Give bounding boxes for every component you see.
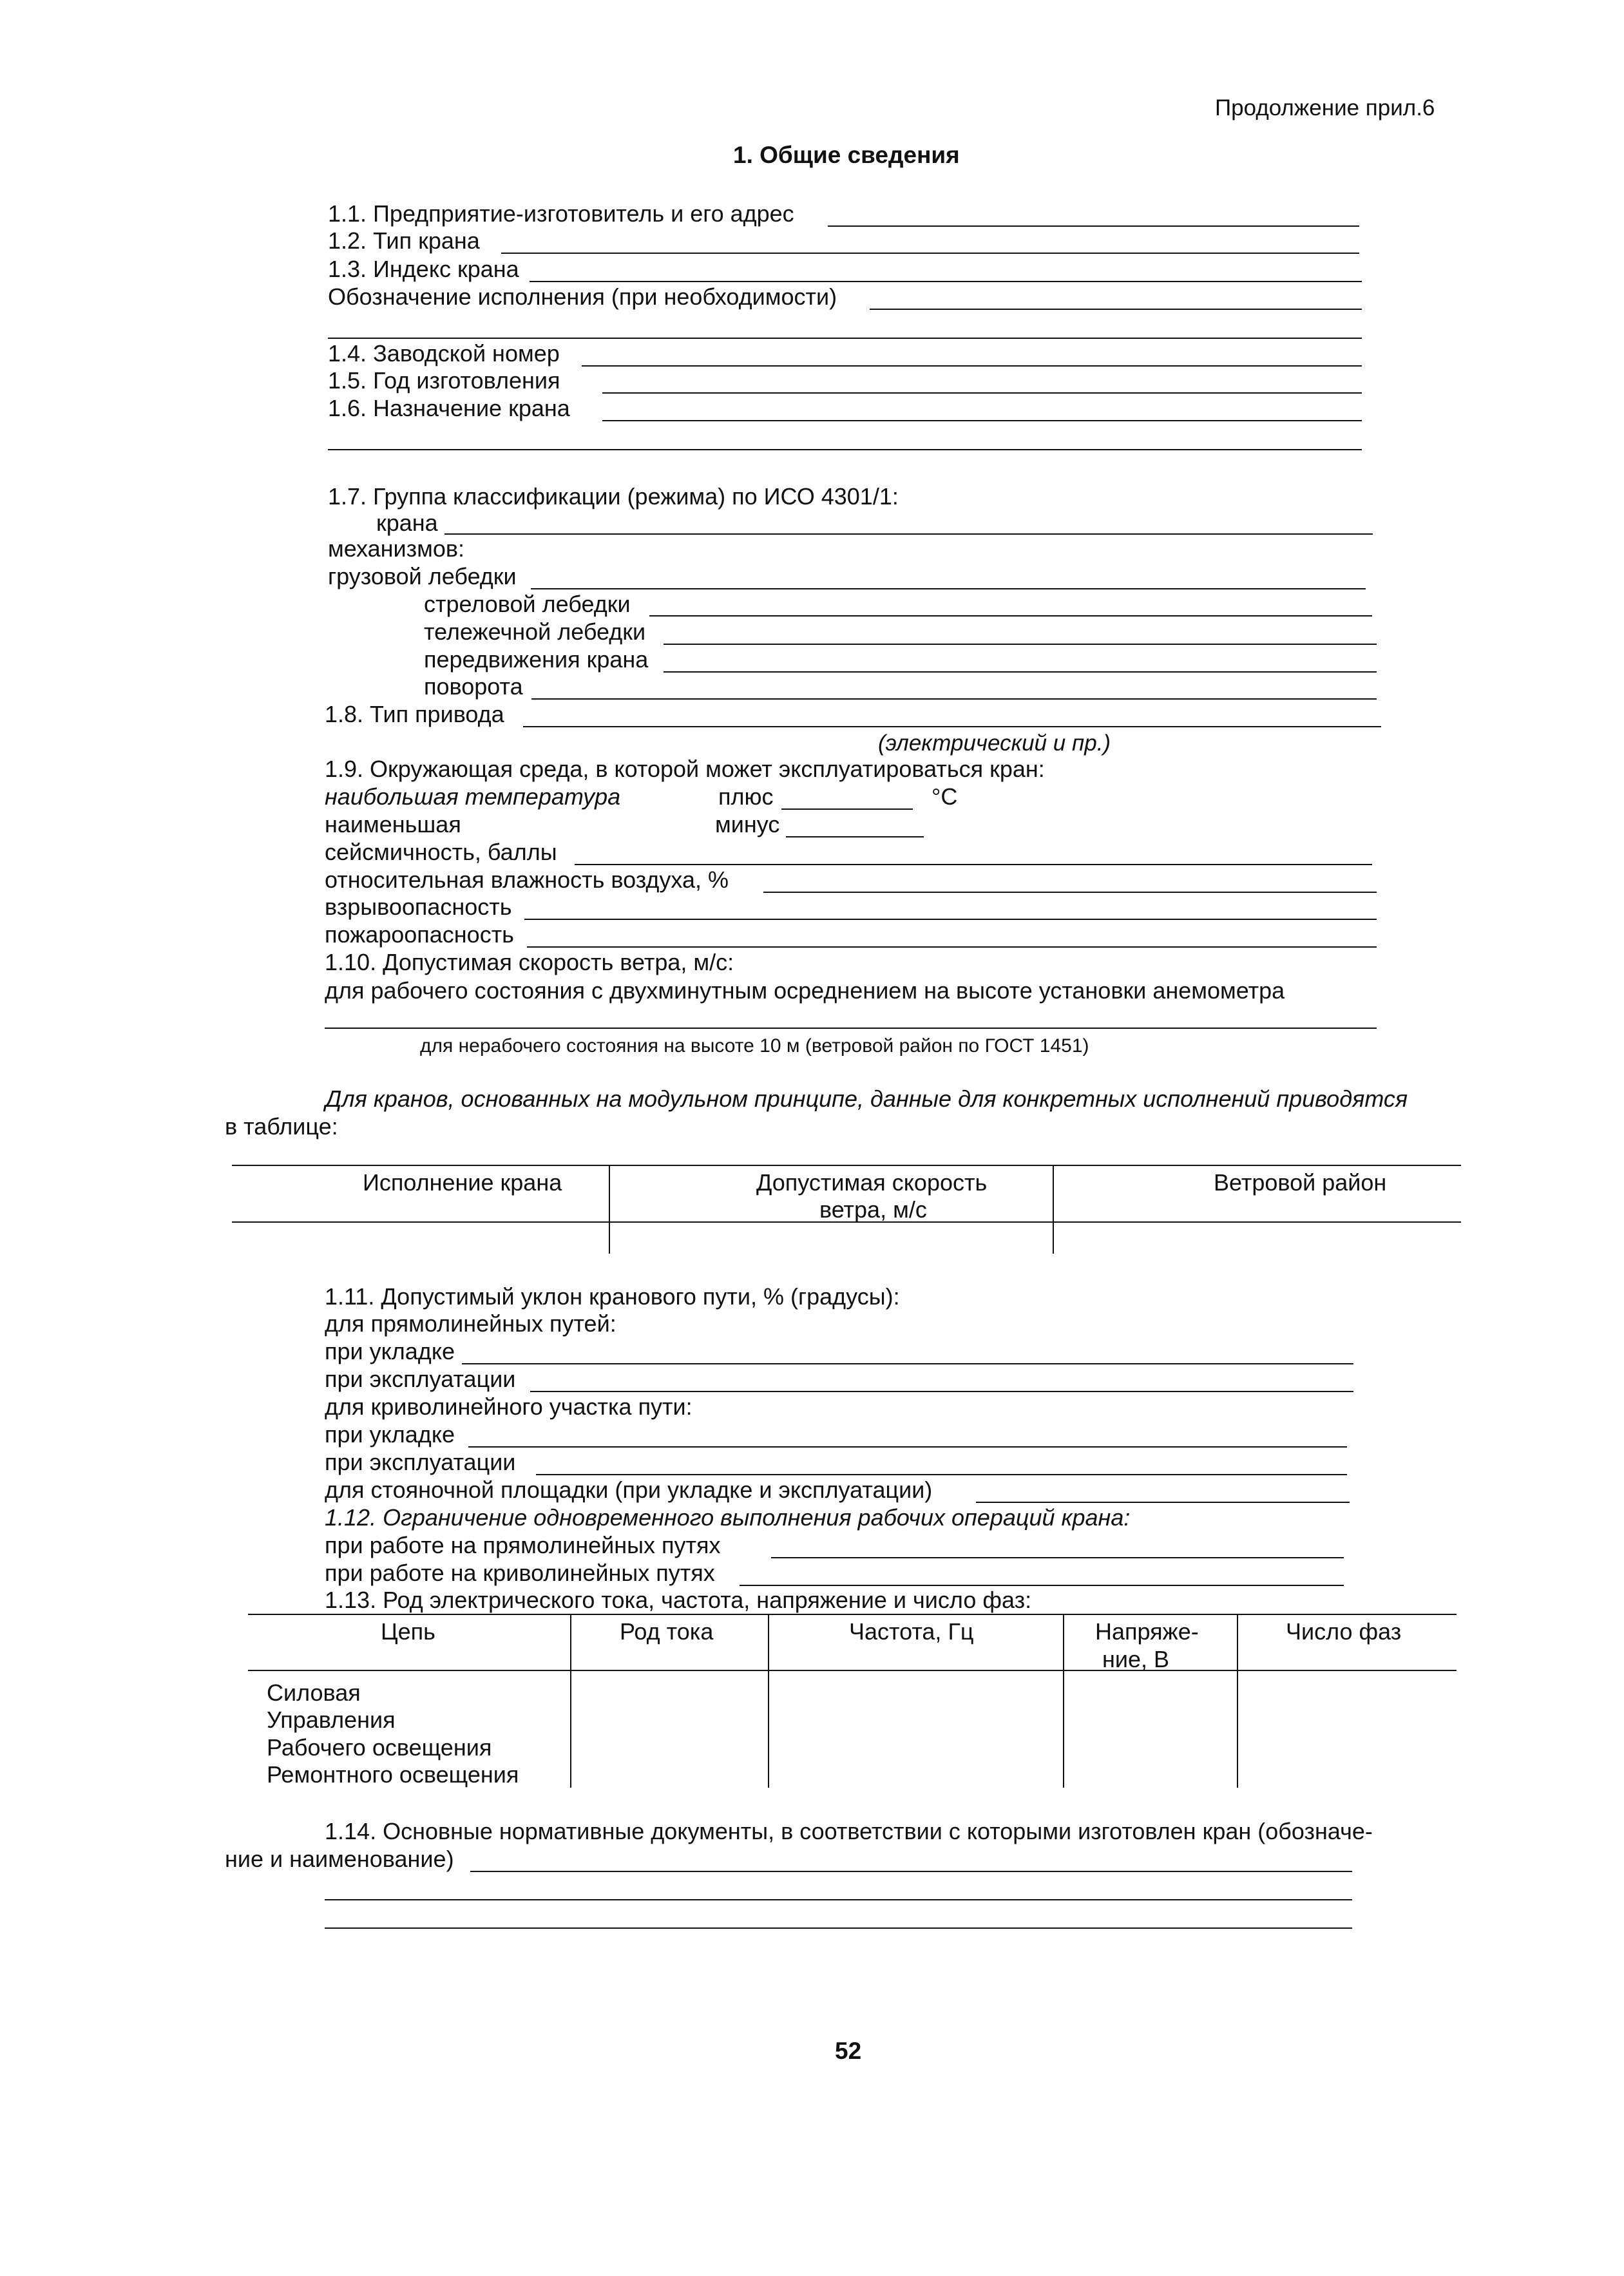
modular-text-line1: Для кранов, основанных на модульном принципе, данные для конкретных исполнений приводятся [325, 1085, 1408, 1112]
input-line-version-cont[interactable] [328, 338, 1362, 339]
field-label-slope-curve: для криволинейного участка пути: [325, 1393, 693, 1420]
field-label-manufacturer: 1.1. Предприятие-изготовитель и его адрес [328, 200, 794, 227]
power-table-row-label: Рабочего освещения [267, 1734, 492, 1761]
input-line-slope-op1[interactable] [530, 1391, 1353, 1392]
power-table-row-label: Силовая [267, 1679, 361, 1706]
field-label-year: 1.5. Год изготовления [328, 367, 560, 394]
power-table-col-divider [570, 1614, 571, 1788]
input-line-hoist[interactable] [531, 588, 1366, 589]
input-line-slope-park[interactable] [976, 1502, 1350, 1503]
field-label-purpose: 1.6. Назначение крана [328, 395, 570, 421]
field-label-slope-park: для стояночной площадки (при укладке и эксплуатации) [325, 1477, 933, 1503]
input-line-standards[interactable] [470, 1871, 1352, 1872]
input-line-crane-type[interactable] [501, 253, 1359, 254]
field-label-minus: минус [715, 811, 780, 837]
field-label-plus: плюс [718, 783, 774, 810]
field-label-crane-index: 1.3. Индекс крана [328, 256, 519, 282]
field-label-slope: 1.11. Допустимый уклон кранового пути, % (градусы): [325, 1283, 900, 1310]
wind-table-header-speed-unit: ветра, м/с [819, 1196, 927, 1223]
input-line-standards-3[interactable] [325, 1927, 1352, 1929]
field-label-humidity: относительная влажность воздуха, % [325, 866, 729, 893]
input-line-fire[interactable] [527, 946, 1377, 948]
continuation-label: Продолжение прил.6 [1215, 95, 1435, 120]
section-title: 1. Общие сведения [733, 142, 960, 168]
power-table-header-circuit: Цепь [381, 1618, 435, 1645]
wind-table-header-speed: Допустимая скорость [756, 1169, 988, 1196]
input-line-wind-work[interactable] [325, 1028, 1377, 1029]
field-label-wind: 1.10. Допустимая скорость ветра, м/с: [325, 949, 734, 975]
input-line-purpose-cont[interactable] [328, 449, 1362, 450]
input-line-purpose[interactable] [602, 420, 1362, 421]
input-line-year[interactable] [602, 392, 1362, 394]
input-line-tmax[interactable] [781, 808, 913, 810]
field-label-slope-op1: при эксплуатации [325, 1366, 516, 1392]
input-line-slope-op2[interactable] [536, 1474, 1347, 1475]
field-label-slope-lay2: при укладке [325, 1421, 455, 1448]
input-line-slope-lay1[interactable] [462, 1363, 1353, 1364]
page-number: 52 [835, 2038, 862, 2064]
field-label-standards: 1.14. Основные нормативные документы, в соответствии с которыми изготовлен кран (обозначе- [325, 1818, 1373, 1844]
input-line-travel[interactable] [664, 671, 1377, 673]
field-label-explosion: взрывоопасность [325, 894, 512, 920]
wind-table-header-region: Ветровой район [1214, 1169, 1387, 1196]
field-label-standards-cont: ние и наименование) [225, 1846, 454, 1872]
power-table-row-label: Ремонтного освещения [267, 1761, 519, 1788]
drive-note: (электрический и пр.) [878, 731, 1111, 756]
input-line-slew[interactable] [531, 698, 1377, 700]
field-label-environment: 1.9. Окружающая среда, в которой может эксплуатироваться кран: [325, 756, 1045, 782]
field-label-crane-type: 1.2. Тип крана [328, 227, 480, 254]
field-label-drive: 1.8. Тип привода [325, 701, 504, 727]
input-line-restr-straight[interactable] [771, 1557, 1344, 1558]
field-label-class-crane: крана [376, 510, 438, 536]
field-label-boom: стреловой лебедки [424, 591, 631, 617]
input-line-restr-curve[interactable] [740, 1585, 1344, 1586]
field-label-restr-curve: при работе на криволинейных путях [325, 1560, 715, 1586]
field-label-restr-straight: при работе на прямолинейных путях [325, 1532, 721, 1558]
input-line-slope-lay2[interactable] [468, 1446, 1347, 1448]
field-label-serial: 1.4. Заводской номер [328, 340, 560, 367]
input-line-class-crane[interactable] [444, 533, 1373, 535]
input-line-boom[interactable] [649, 615, 1372, 617]
field-label-trolley: тележечной лебедки [424, 618, 646, 645]
power-table-header-voltage-unit: ние, В [1102, 1646, 1170, 1672]
power-table-header-voltage: Напряже- [1095, 1618, 1199, 1645]
power-table-col-divider [1063, 1614, 1064, 1788]
field-label-travel: передвижения крана [424, 646, 649, 673]
input-line-serial[interactable] [582, 365, 1362, 367]
field-label-slope-lay1: при укладке [325, 1338, 455, 1364]
modular-text-line2: в таблице: [225, 1113, 338, 1140]
field-label-wind-work: для рабочего состояния с двухминутным осреднением на высоте установки анемометра [325, 977, 1285, 1004]
field-label-slope-straight: для прямолинейных путей: [325, 1310, 616, 1337]
field-label-seismicity: сейсмичность, баллы [325, 839, 557, 865]
field-label-restrictions: 1.12. Ограничение одновременного выполнения рабочих операций крана: [325, 1504, 1131, 1531]
field-label-fire: пожароопасность [325, 921, 514, 948]
power-table-col-divider [768, 1614, 769, 1788]
input-line-tmin[interactable] [786, 836, 924, 837]
input-line-seismicity[interactable] [575, 864, 1372, 865]
field-label-slope-op2: при эксплуатации [325, 1449, 516, 1475]
input-line-version[interactable] [870, 309, 1362, 310]
field-label-slew: поворота [424, 673, 523, 700]
power-table-top-border [248, 1614, 1457, 1615]
field-label-electric: 1.13. Род электрического тока, частота, напряжение и число фаз: [325, 1587, 1032, 1613]
wind-table-col-divider [1053, 1165, 1054, 1254]
input-line-standards-2[interactable] [325, 1899, 1352, 1900]
wind-table-header-version: Исполнение крана [363, 1169, 562, 1196]
power-table-header-frequency: Частота, Гц [849, 1618, 974, 1645]
input-line-humidity[interactable] [763, 892, 1377, 893]
power-table-row-label: Управления [267, 1707, 396, 1733]
input-line-trolley[interactable] [664, 644, 1377, 645]
power-table-header-phases: Число фаз [1286, 1618, 1402, 1645]
degree-label: °С [931, 783, 958, 810]
field-label-wind-nonwork: для нерабочего состояния на высоте 10 м (ветровой район по ГОСТ 1451) [420, 1035, 1089, 1057]
power-table-header-border [248, 1670, 1457, 1671]
field-label-mechanisms: механизмов: [328, 535, 464, 562]
input-line-crane-index[interactable] [530, 281, 1362, 282]
field-label-tmax: наибольшая температура [325, 783, 621, 810]
field-label-classification: 1.7. Группа классификации (режима) по ИСО 4301/1: [328, 483, 899, 510]
field-label-tmin: наименьшая [325, 811, 461, 837]
field-label-version: Обозначение исполнения (при необходимости) [328, 283, 837, 310]
wind-table-col-divider [609, 1165, 610, 1254]
wind-table-top-border [232, 1165, 1461, 1166]
power-table-col-divider [1237, 1614, 1238, 1788]
power-table-header-current: Род тока [620, 1618, 714, 1645]
input-line-drive[interactable] [523, 726, 1381, 727]
input-line-manufacturer[interactable] [828, 225, 1359, 227]
field-label-hoist: грузовой лебедки [328, 563, 517, 589]
input-line-explosion[interactable] [524, 919, 1377, 920]
